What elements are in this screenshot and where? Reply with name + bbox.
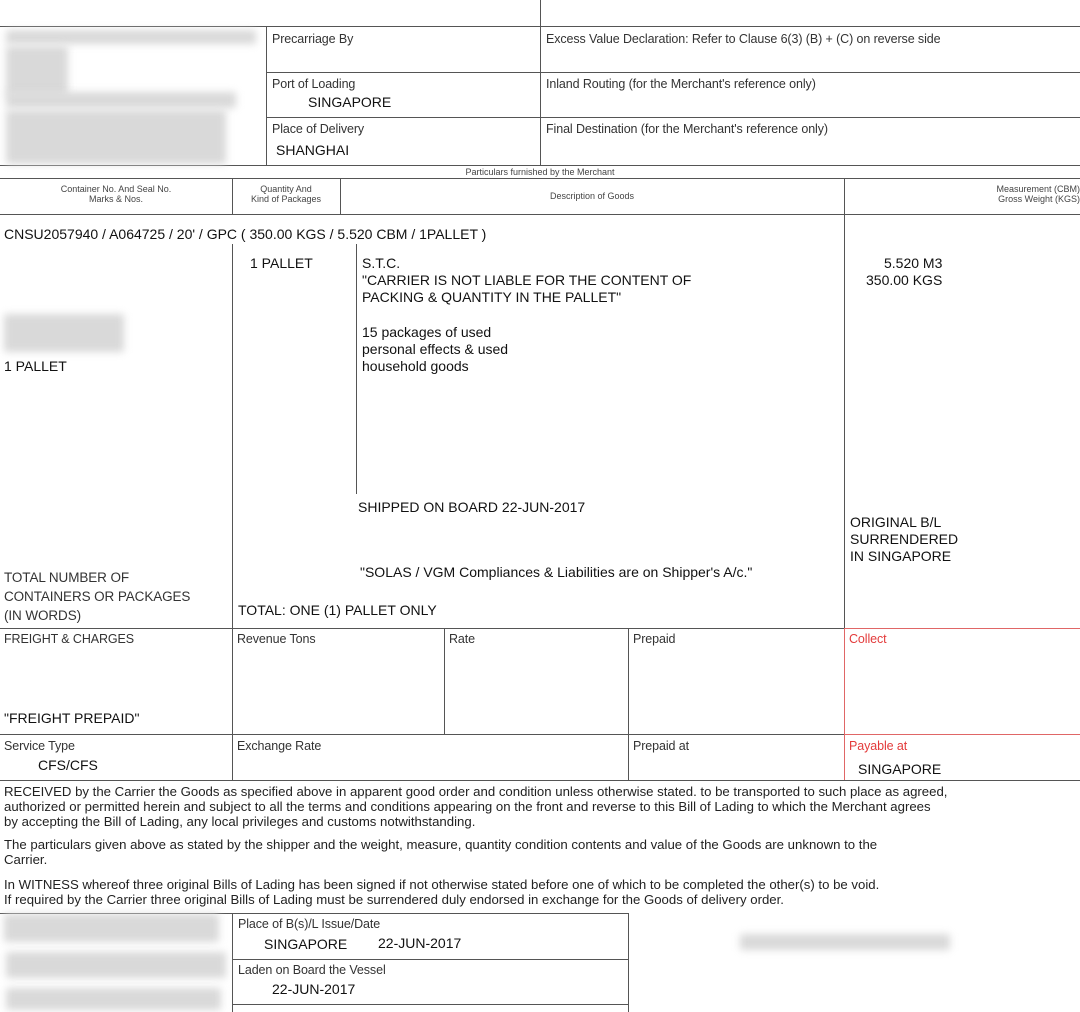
excess-value-label: Excess Value Declaration: Refer to Clause 6(3) (B) + (C) on reverse side — [546, 32, 941, 46]
goods-description-2: personal effects & used — [362, 341, 509, 357]
prepaid-label: Prepaid — [633, 632, 676, 646]
col-quantity-label-2: Kind of Packages — [250, 194, 322, 204]
exchange-rate-label: Exchange Rate — [237, 739, 322, 753]
divider — [0, 165, 1080, 166]
divider — [232, 1004, 628, 1005]
divider — [266, 117, 1080, 118]
divider — [0, 214, 1080, 215]
place-of-issue-label: Place of B(s)/L Issue/Date — [238, 917, 381, 931]
laden-on-board-label: Laden on Board the Vessel — [238, 963, 386, 977]
precarriage-label: Precarriage By — [272, 32, 354, 46]
revenue-tons-label: Revenue Tons — [237, 632, 316, 646]
divider — [232, 244, 233, 628]
received-clause-3: by accepting the Bill of Lading, any local privileges and customs notwithstanding. — [4, 814, 476, 829]
redacted-block — [740, 934, 950, 950]
col-measurement-label-2: Gross Weight (KGS) — [998, 194, 1080, 204]
freight-prepaid-value: "FREIGHT PREPAID" — [4, 710, 140, 726]
total-value: TOTAL: ONE (1) PALLET ONLY — [238, 602, 437, 618]
laden-on-board-value: 22-JUN-2017 — [272, 981, 356, 997]
issue-date-value: 22-JUN-2017 — [378, 935, 462, 951]
particulars-clause-1: The particulars given above as stated by the shipper and the weight, measure, quantity condition contents and value of the Goods are unknown to the — [4, 837, 878, 852]
goods-description-3: household goods — [362, 358, 469, 374]
divider — [844, 628, 1080, 629]
original-bl-3: IN SINGAPORE — [850, 548, 952, 564]
divider — [0, 780, 1080, 781]
carrier-note-2: PACKING & QUANTITY IN THE PALLET" — [362, 289, 622, 305]
divider — [0, 734, 844, 735]
divider — [540, 26, 541, 166]
marks-pallet: 1 PALLET — [4, 358, 67, 374]
rate-label: Rate — [449, 632, 476, 646]
divider — [0, 178, 1080, 179]
quantity-value: 1 PALLET — [250, 255, 313, 271]
goods-description-1: 15 packages of used — [362, 324, 492, 340]
total-label-3: (IN WORDS) — [4, 608, 81, 623]
divider — [266, 72, 1080, 73]
redacted-block — [6, 46, 68, 96]
place-of-delivery-value: SHANGHAI — [276, 142, 350, 158]
divider — [844, 734, 1080, 735]
container-line: CNSU2057940 / A064725 / 20' / GPC ( 350.00 KGS / 5.520 CBM / 1PALLET ) — [4, 226, 487, 242]
original-bl-2: SURRENDERED — [850, 531, 959, 547]
divider — [628, 628, 629, 780]
col-measurement-label-1: Measurement (CBM) — [996, 184, 1080, 194]
payable-at-label: Payable at — [849, 739, 908, 753]
original-bl-1: ORIGINAL B/L — [850, 514, 942, 530]
divider — [628, 913, 629, 1012]
col-quantity-label-1: Quantity And — [260, 184, 312, 194]
service-type-value: CFS/CFS — [38, 757, 98, 773]
divider — [0, 628, 844, 629]
measurement-value: 5.520 M3 — [884, 255, 943, 271]
divider — [232, 628, 233, 780]
divider — [844, 628, 845, 780]
payable-at-value: SINGAPORE — [858, 761, 942, 777]
solas-note: "SOLAS / VGM Compliances & Liabilities are on Shipper's A/c." — [360, 564, 753, 580]
divider — [232, 959, 628, 960]
divider — [266, 26, 267, 166]
total-label-1: TOTAL NUMBER OF — [4, 570, 130, 585]
weight-value: 350.00 KGS — [866, 272, 943, 288]
redacted-block — [6, 92, 236, 108]
redacted-block — [6, 110, 226, 164]
redacted-block — [4, 314, 124, 352]
received-clause-2: authorized or permitted herein and subject to all the terms and conditions appearing on the front and reverse to this Bill of Lading to which the Merchant agrees — [4, 799, 931, 814]
freight-label: FREIGHT & CHARGES — [4, 632, 135, 646]
prepaid-at-label: Prepaid at — [633, 739, 689, 753]
collect-label: Collect — [849, 632, 887, 646]
stc-text: S.T.C. — [362, 255, 401, 271]
redacted-block — [4, 914, 219, 942]
redacted-block — [6, 988, 221, 1010]
total-label-2: CONTAINERS OR PACKAGES — [4, 589, 191, 604]
port-of-loading-label: Port of Loading — [272, 77, 356, 91]
inland-routing-label: Inland Routing (for the Merchant's reference only) — [546, 77, 816, 91]
final-destination-label: Final Destination (for the Merchant's reference only) — [546, 122, 828, 136]
particulars-title: Particulars furnished by the Merchant — [465, 167, 615, 177]
col-container-label-2: Marks & Nos. — [88, 194, 143, 204]
witness-clause-1: In WITNESS whereof three original Bills of Lading has been signed if not otherwise stated before one of which to be completed the other(s) to be void. — [4, 877, 880, 892]
particulars-clause-2: Carrier. — [4, 852, 48, 867]
redacted-block — [6, 952, 226, 978]
col-description-label: Description of Goods — [549, 191, 635, 201]
service-type-label: Service Type — [4, 739, 75, 753]
divider — [444, 628, 445, 734]
shipped-on-board: SHIPPED ON BOARD 22-JUN-2017 — [358, 499, 586, 515]
redacted-block — [6, 30, 256, 44]
place-of-delivery-label: Place of Delivery — [272, 122, 365, 136]
carrier-note-1: "CARRIER IS NOT LIABLE FOR THE CONTENT OF — [362, 272, 692, 288]
col-container-label-1: Container No. And Seal No. — [60, 184, 172, 194]
divider — [356, 244, 357, 494]
port-of-loading-value: SINGAPORE — [308, 94, 392, 110]
witness-clause-2: If required by the Carrier three original Bills of Lading must be surrendered duly endorsed in exchange for the Goods of delivery order. — [4, 892, 784, 907]
place-of-issue-value: SINGAPORE — [264, 936, 348, 952]
divider — [844, 178, 845, 628]
received-clause-1: RECEIVED by the Carrier the Goods as specified above in apparent good order and condition unless otherwise stated. to be transported to such place as agreed, — [4, 784, 948, 799]
divider — [540, 0, 541, 26]
divider — [232, 913, 233, 1012]
